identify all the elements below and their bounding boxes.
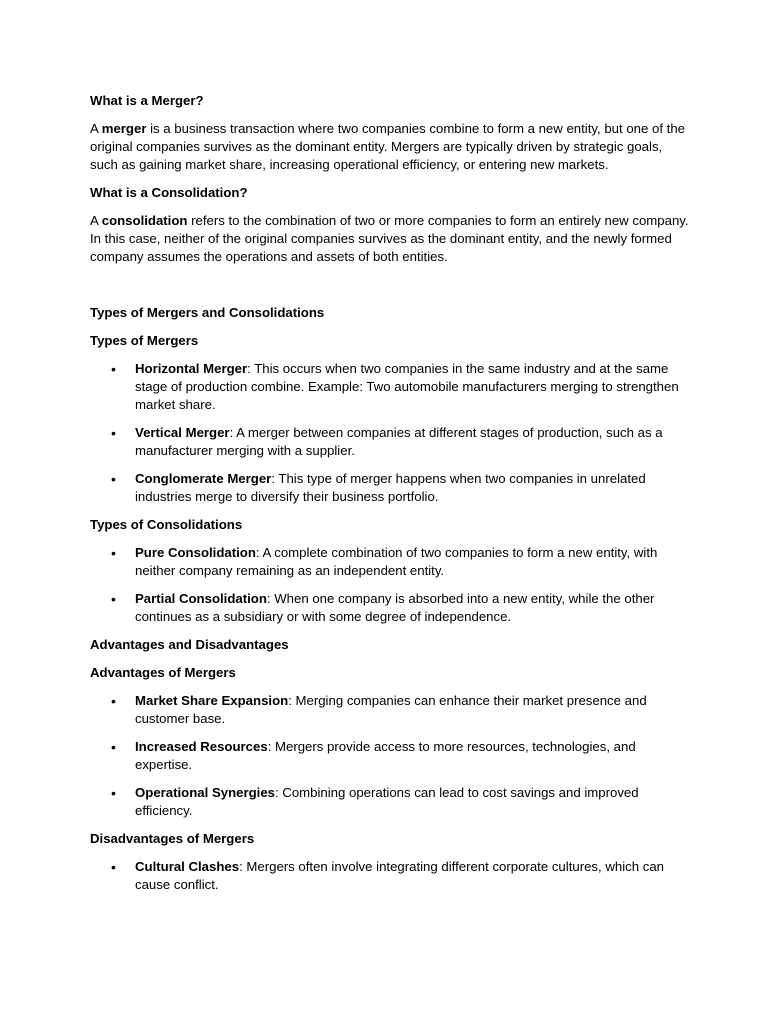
list-item-text xyxy=(135,425,663,458)
types-of-mergers-list xyxy=(90,360,690,506)
bullet-icon: • xyxy=(111,785,116,801)
bullet-icon: • xyxy=(111,739,116,755)
consolidation-heading: What is a Consolidation? xyxy=(90,185,248,200)
bullet-icon: • xyxy=(111,361,116,377)
types-of-consolidations-heading: Types of Consolidations xyxy=(90,517,243,532)
types-of-mergers-heading: Types of Mergers xyxy=(90,333,199,348)
section-spacer xyxy=(90,276,690,304)
types-heading: Types of Mergers and Consolidations xyxy=(90,305,325,320)
list-item xyxy=(90,858,690,894)
list-item-desc: : Merging companies can enhance their market presence and customer base. xyxy=(135,693,647,726)
merger-paragraph xyxy=(90,120,690,174)
disadvantages-of-mergers-heading: Disadvantages of Mergers xyxy=(90,831,255,846)
list-item-text xyxy=(135,471,646,504)
list-item-text xyxy=(135,859,664,892)
merger-term: merger xyxy=(101,121,147,136)
list-item xyxy=(90,470,690,506)
consolidation-para-pre: A xyxy=(90,213,102,228)
consolidation-term: consolidation xyxy=(101,213,188,228)
list-item-desc: : A complete combination of two companies to form a new entity, with neither company remaining as an independent entity. xyxy=(135,545,658,578)
merger-heading: What is a Merger? xyxy=(90,93,204,108)
bullet-icon: • xyxy=(111,693,116,709)
list-item-desc: : When one company is absorbed into a new entity, while the other continues as a subsidiary or with some degree of independence. xyxy=(135,591,655,624)
merger-para-post: is a business transaction where two companies combine to form a new entity, but one of the original companies survives as the dominant entity. Mergers are typically driven by strategic goals, such as gaining market share, increasing operational efficiency, or entering new markets. xyxy=(90,121,685,172)
consolidation-paragraph xyxy=(90,212,690,266)
list-item-desc: : Combining operations can lead to cost savings and improved efficiency. xyxy=(135,785,639,818)
list-item-text xyxy=(135,785,639,818)
list-item-term: Horizontal Merger xyxy=(135,361,248,376)
list-item-term: Market Share Expansion xyxy=(135,693,289,708)
list-item-desc: : Mergers provide access to more resources, technologies, and expertise. xyxy=(135,739,636,772)
consolidation-para-post: refers to the combination of two or more companies to form an entirely new company. In this case, neither of the original companies survives as the dominant entity, and the newly formed company assumes the operations and assets of both entities. xyxy=(90,213,689,264)
list-item xyxy=(90,590,690,626)
list-item-term: Partial Consolidation xyxy=(135,591,267,606)
list-item xyxy=(90,544,690,580)
document-page xyxy=(90,92,690,904)
list-item-term: Conglomerate Merger xyxy=(135,471,272,486)
advantages-of-mergers-heading: Advantages of Mergers xyxy=(90,665,236,680)
list-item-term: Pure Consolidation xyxy=(135,545,256,560)
bullet-icon: • xyxy=(111,859,116,875)
list-item-text xyxy=(135,693,647,726)
bullet-icon: • xyxy=(111,425,116,441)
list-item-desc: : Mergers often involve integrating different corporate cultures, which can cause conflict. xyxy=(135,859,664,892)
list-item-text xyxy=(135,545,657,578)
list-item xyxy=(90,424,690,460)
list-item-text xyxy=(135,591,654,624)
list-item-desc: : A merger between companies at different stages of production, such as a manufacturer merging with a supplier. xyxy=(135,425,663,458)
bullet-icon: • xyxy=(111,471,116,487)
list-item xyxy=(90,692,690,728)
list-item-term: Cultural Clashes xyxy=(135,859,240,874)
advantages-disadvantages-heading: Advantages and Disadvantages xyxy=(90,637,289,652)
list-item-term: Increased Resources xyxy=(135,739,268,754)
list-item-desc: : This occurs when two companies in the same industry and at the same stage of production combine. Example: Two automobile manufacturers merging to strengthen market share. xyxy=(135,361,679,412)
disadvantages-of-mergers-list xyxy=(90,858,690,894)
list-item-text xyxy=(135,361,679,412)
bullet-icon: • xyxy=(111,545,116,561)
list-item xyxy=(90,360,690,414)
list-item-term: Vertical Merger xyxy=(135,425,230,440)
bullet-icon: • xyxy=(111,591,116,607)
list-item-text xyxy=(135,739,636,772)
list-item-desc: : This type of merger happens when two companies in unrelated industries merge to diversify their business portfolio. xyxy=(135,471,646,504)
advantages-of-mergers-list xyxy=(90,692,690,820)
list-item xyxy=(90,784,690,820)
types-of-consolidations-list xyxy=(90,544,690,626)
merger-para-pre: A xyxy=(90,121,102,136)
list-item xyxy=(90,738,690,774)
list-item-term: Operational Synergies xyxy=(135,785,275,800)
